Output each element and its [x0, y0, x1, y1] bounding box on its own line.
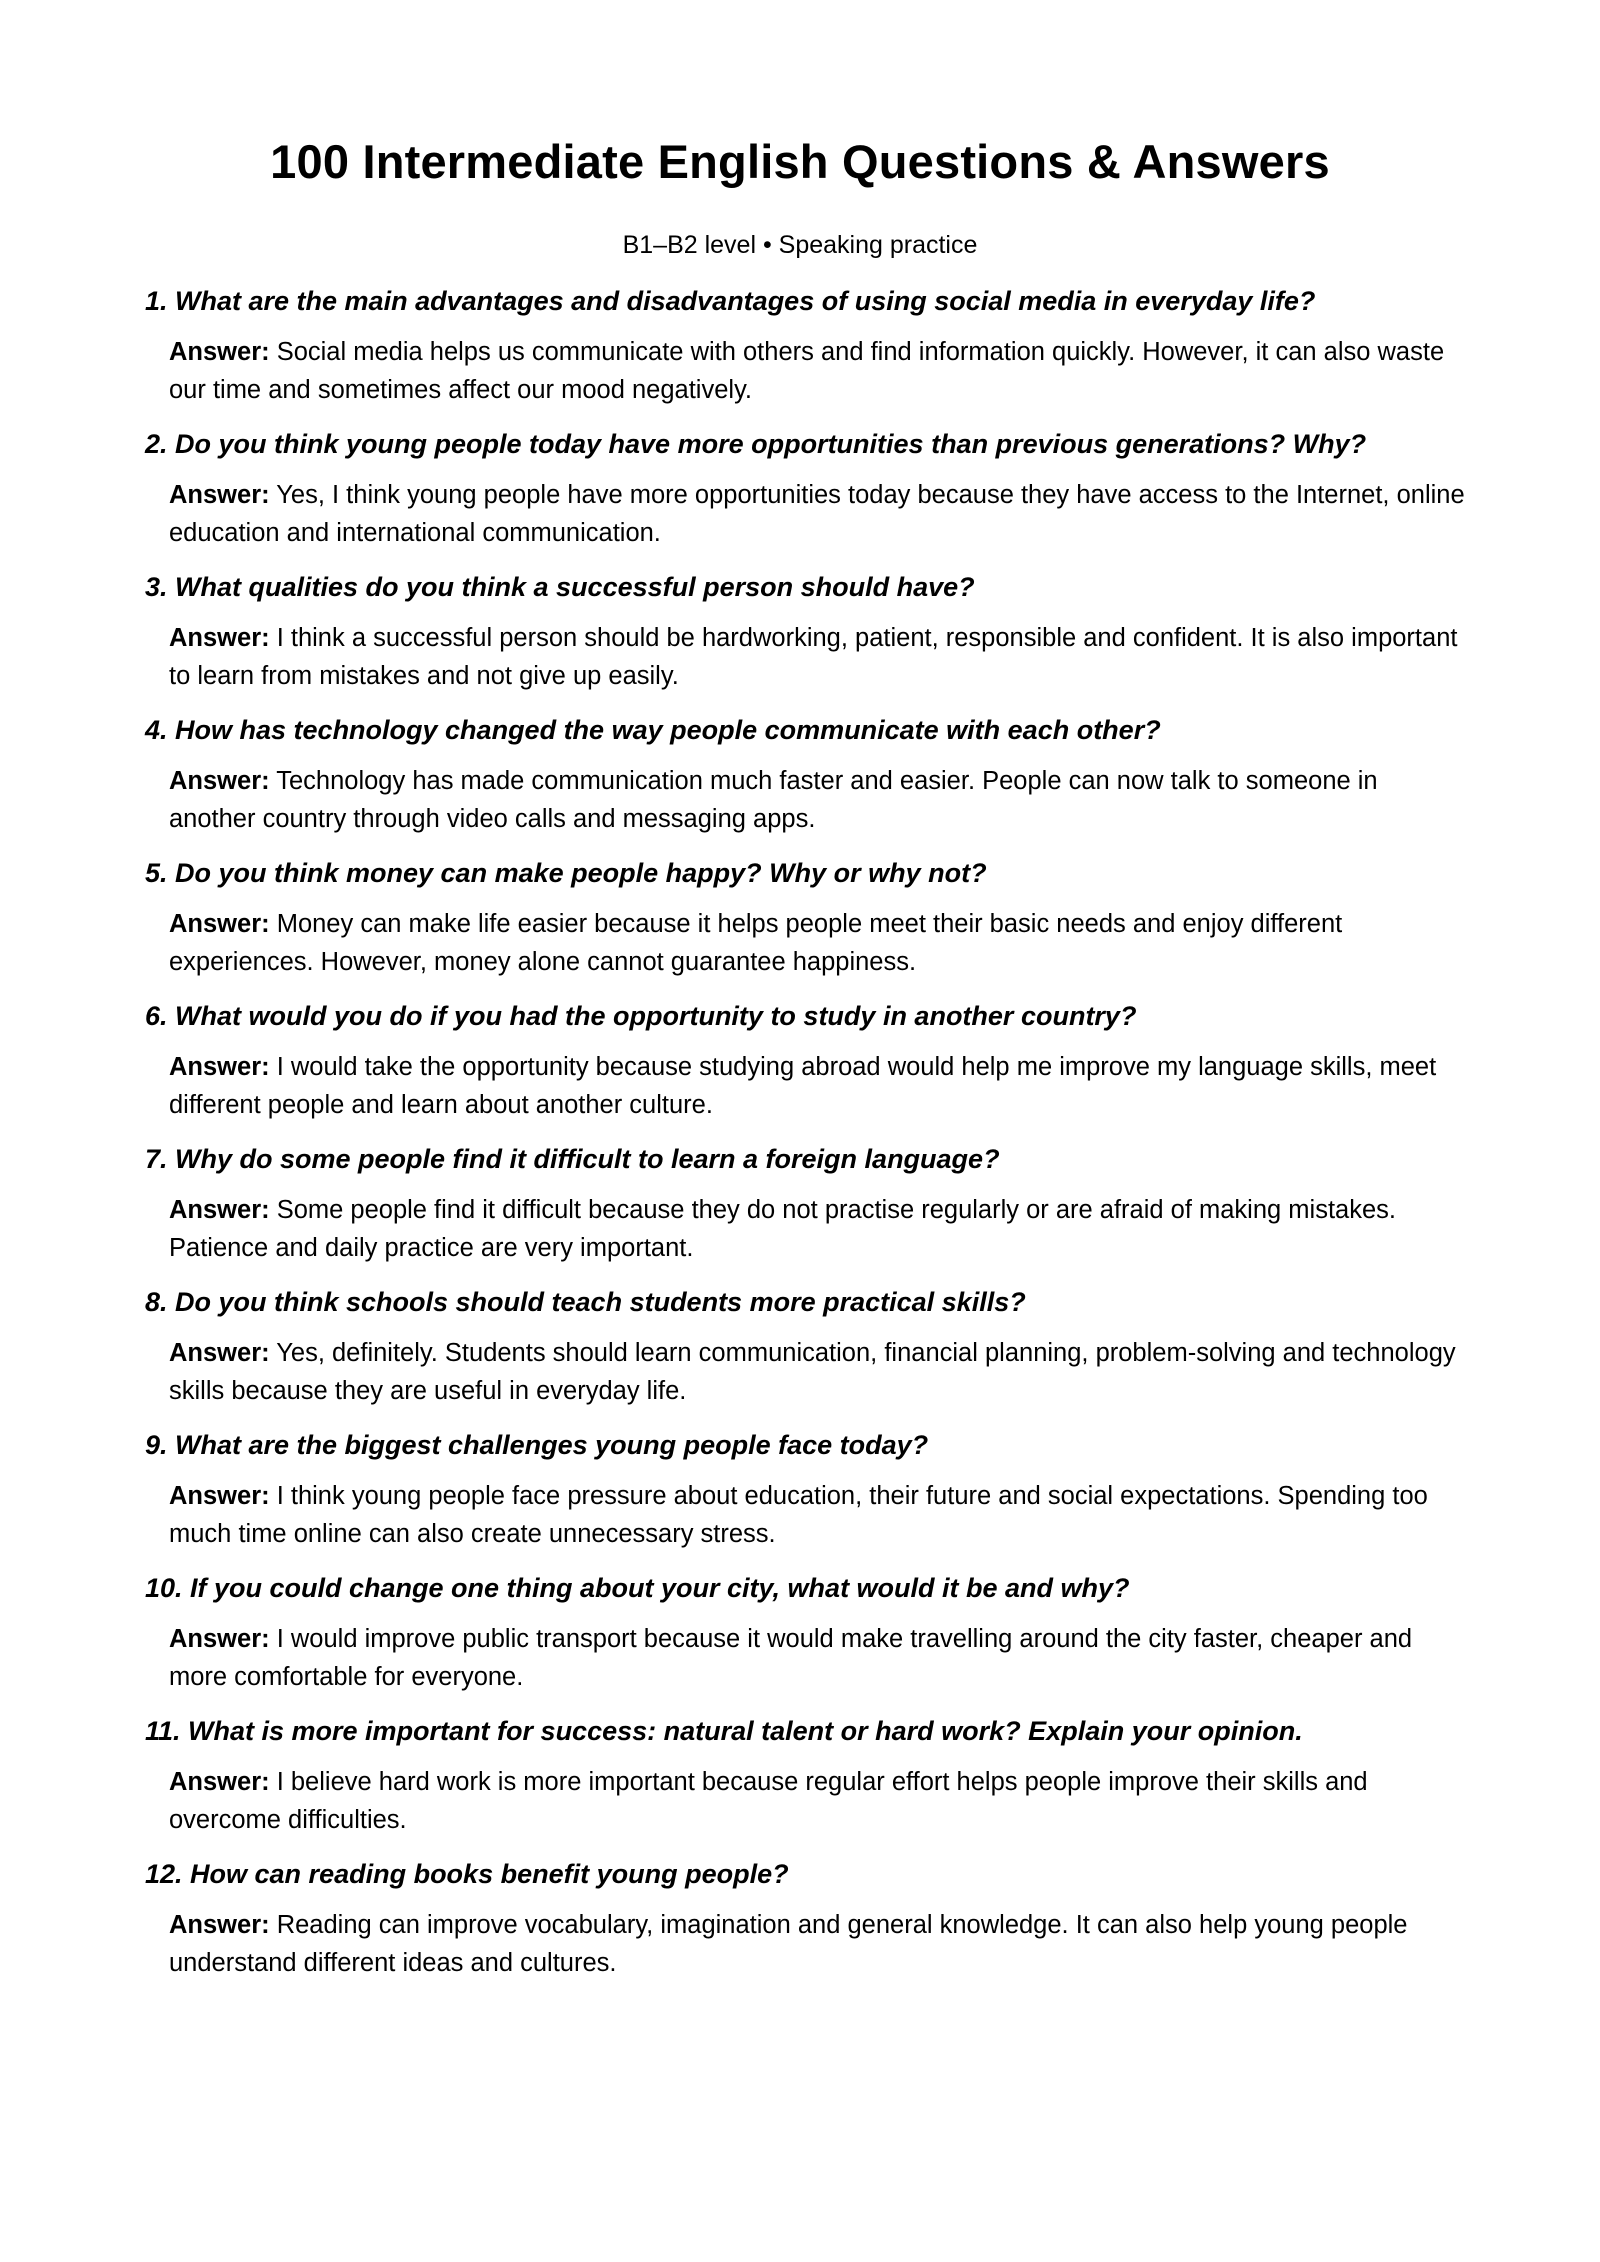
question-text: 11. What is more important for success: natural talent or hard work? Explain your opinion. — [145, 1716, 1303, 1746]
answer-paragraph — [169, 1906, 1469, 1982]
document-subtitle: B1–B2 level • Speaking practice — [622, 231, 978, 259]
answer-label: Answer: — [169, 1768, 270, 1796]
answer-label: Answer: — [169, 338, 270, 366]
qa-item — [145, 569, 1458, 695]
answer-label: Answer: — [169, 481, 270, 509]
answer-paragraph — [169, 1763, 1469, 1839]
qa-item — [145, 1284, 1455, 1410]
qa-item — [145, 855, 1455, 981]
answer-label: Answer: — [169, 767, 270, 795]
answer-text: Money can make life easier because it helps people meet their basic needs and enjoy different experiences. However, money alone cannot guarantee happiness. — [169, 910, 1343, 976]
qa-item — [145, 426, 1465, 552]
answer-paragraph — [169, 619, 1469, 695]
answer-text: I would improve public transport because it would make travelling around the city faster, cheaper and more comfortable for everyone. — [169, 1625, 1413, 1691]
answer-paragraph — [169, 1334, 1469, 1410]
question-text: 1. What are the main advantages and disadvantages of using social media in everyday life? — [145, 286, 1316, 316]
answer-text: Yes, I think young people have more opportunities today because they have access to the Internet, online education and international communication. — [169, 481, 1465, 547]
answer-label: Answer: — [169, 1625, 270, 1653]
question-text: 8. Do you think schools should teach students more practical skills? — [145, 1287, 1026, 1317]
question-text: 10. If you could change one thing about your city, what would it be and why? — [145, 1573, 1130, 1603]
answer-text: Some people find it difficult because they do not practise regularly or are afraid of making mistakes. Patience and daily practice are very important. — [169, 1196, 1396, 1262]
answer-label: Answer: — [169, 1339, 270, 1367]
question-text: 9. What are the biggest challenges young people face today? — [145, 1430, 929, 1460]
answer-label: Answer: — [169, 1196, 270, 1224]
qa-item — [145, 1570, 1455, 1696]
answer-text: Technology has made communication much faster and easier. People can now talk to someone in another country through video calls and messaging apps. — [169, 767, 1378, 833]
answer-paragraph — [169, 476, 1469, 552]
answer-text: Reading can improve vocabulary, imagination and general knowledge. It can also help young people understand different ideas and cultures. — [169, 1911, 1408, 1977]
qa-item — [145, 998, 1455, 1124]
answer-label: Answer: — [169, 1482, 270, 1510]
answer-paragraph — [169, 1620, 1469, 1696]
question-text: 5. Do you think money can make people happy? Why or why not? — [145, 858, 987, 888]
qa-item — [145, 283, 1455, 409]
answer-paragraph — [169, 905, 1469, 981]
qa-list — [145, 283, 1465, 1982]
answer-paragraph — [169, 1191, 1469, 1267]
answer-label: Answer: — [169, 910, 270, 938]
qa-item — [145, 1141, 1455, 1267]
question-text: 7. Why do some people find it difficult to learn a foreign language? — [145, 1144, 1000, 1174]
answer-text: I think a successful person should be hardworking, patient, responsible and confident. It is also important to learn from mistakes and not give up easily. — [169, 624, 1458, 690]
answer-text: I think young people face pressure about education, their future and social expectations. Spending too much time online can also create unnecessary stress. — [169, 1482, 1428, 1548]
answer-paragraph — [169, 1477, 1469, 1553]
answer-label: Answer: — [169, 624, 270, 652]
answer-text: I believe hard work is more important because regular effort helps people improve their skills and overcome difficulties. — [169, 1768, 1368, 1834]
qa-item — [145, 1427, 1455, 1553]
answer-paragraph — [169, 762, 1469, 838]
question-text: 4. How has technology changed the way people communicate with each other? — [145, 715, 1161, 745]
answer-label: Answer: — [169, 1053, 270, 1081]
answer-paragraph — [169, 333, 1469, 409]
answer-label: Answer: — [169, 1911, 270, 1939]
answer-text: I would take the opportunity because studying abroad would help me improve my language skills, meet different people and learn about another culture. — [169, 1053, 1437, 1119]
question-text: 2. Do you think young people today have more opportunities than previous generations? Why? — [145, 429, 1367, 459]
question-text: 6. What would you do if you had the opportunity to study in another country? — [145, 1001, 1137, 1031]
answer-paragraph — [169, 1048, 1469, 1124]
document-title: 100 Intermediate English Questions & Answers — [270, 135, 1330, 188]
answer-text: Social media helps us communicate with others and find information quickly. However, it can also waste our time and sometimes affect our mood negatively. — [169, 338, 1445, 404]
question-text: 12. How can reading books benefit young people? — [145, 1859, 789, 1889]
qa-item — [145, 1856, 1455, 1982]
qa-item — [145, 1713, 1455, 1839]
answer-text: Yes, definitely. Students should learn communication, financial planning, problem-solving and technology skills because they are useful in everyday life. — [169, 1339, 1456, 1405]
qa-item — [145, 712, 1455, 838]
question-text: 3. What qualities do you think a successful person should have? — [145, 572, 975, 602]
